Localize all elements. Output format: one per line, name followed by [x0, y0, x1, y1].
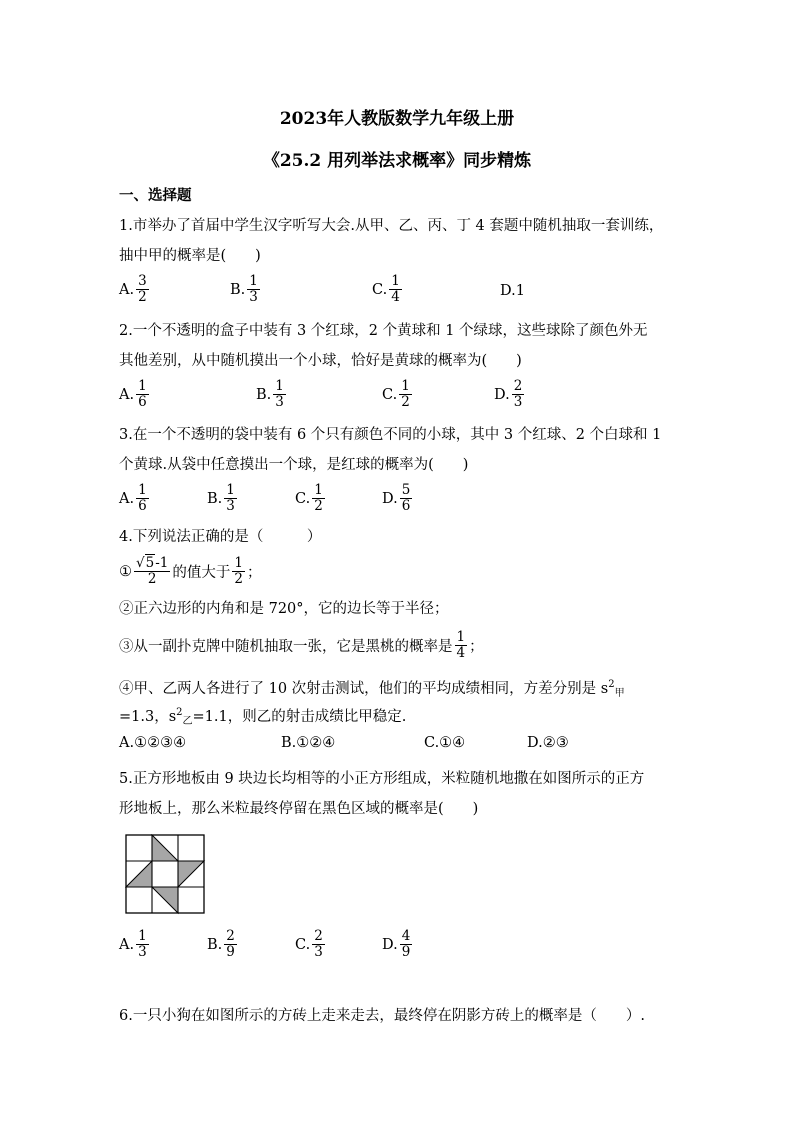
sqrt-fraction: $\frac{√5-1}{2}$ [136, 555, 169, 587]
q3-option-a [119, 483, 151, 514]
q5-option-c [295, 929, 327, 960]
fraction: $\frac{1}{3}$ [275, 378, 284, 410]
q1-line2: 抽中甲的概率是( ) [119, 248, 261, 264]
q4-line1: 4.下列说法正确的是（ ） [119, 529, 322, 545]
q4-option-a: A.①②③④ [119, 735, 187, 751]
q1-option-b [230, 274, 262, 305]
statement-marker: ① [119, 563, 132, 580]
q5-option-a [119, 929, 151, 960]
option-label: A. [119, 281, 135, 298]
q5-line1: 5.正方形地板由 9 块边长均相等的小正方形组成，米粒随机地撒在如图所示的正方 [119, 771, 645, 787]
q1-line1: 1.市举办了首届中学生汉字听写大会.从甲、乙、丙、丁 4 套题中随机抽取一套训练， [119, 218, 664, 234]
option-label: D. [382, 490, 398, 507]
fraction: $\frac{2}{9}$ [226, 928, 235, 960]
option-label: A. [119, 386, 135, 403]
option-label: B. [207, 490, 223, 507]
q3-line1: 3.在一个不透明的袋中装有 6 个只有颜色不同的小球，其中 3 个红球、2 个白球和 1 [119, 427, 662, 443]
q2-option-b [256, 379, 288, 410]
fraction: $\frac{1}{6}$ [138, 482, 147, 514]
fraction: $\frac{5}{6}$ [401, 482, 411, 514]
option-label: C. [382, 386, 398, 403]
q4-option-b: B.①②④ [281, 735, 336, 751]
q1-option-d [500, 283, 525, 299]
fraction: $\frac{1}{3}$ [226, 482, 235, 514]
q5-option-b [207, 929, 239, 960]
q4-statement-4a: ④甲、乙两人各进行了 10 次射击测试，他们的平均成绩相同，方差分别是 $s^2_甲$ [119, 679, 625, 699]
q3-option-b [207, 483, 239, 514]
q2-option-c [382, 379, 414, 410]
option-label: A. [119, 936, 135, 953]
option-label: C. [372, 281, 388, 298]
q3-line2: 个黄球.从袋中任意摸出一个球，是红球的概率为( ) [119, 457, 469, 473]
option-label: B. [230, 281, 246, 298]
q5-line2: 形地板上，那么米粒最终停留在黑色区域的概率是( ) [119, 801, 479, 817]
q2-option-a [119, 379, 151, 410]
q1-option-a [119, 274, 151, 305]
option-label: A. [119, 490, 135, 507]
q4-statement-2: ②正六边形的内角和是 720°，它的边长等于半径； [119, 601, 449, 617]
option-label: D. [382, 936, 398, 953]
title-sub: 《25.2 用列举法求概率》同步精炼 [262, 151, 532, 171]
fraction: $\frac{1}{6}$ [138, 378, 147, 410]
option-label: C. [295, 936, 311, 953]
q3-option-c [295, 483, 327, 514]
q2-option-d [494, 379, 526, 410]
q4-statement-3 [119, 630, 484, 661]
title-main: 2023年人教版数学九年级上册 [279, 109, 515, 129]
option-label: B. [256, 386, 272, 403]
q4-option-c: C.①④ [424, 735, 466, 751]
option-label: C. [295, 490, 311, 507]
fraction: $\frac{3}{2}$ [138, 273, 147, 305]
statement-text: 的值大于 [172, 565, 231, 581]
option-label: D.1 [500, 283, 525, 299]
q4-statement-1 [119, 556, 261, 587]
q2-line1: 2.一个不透明的盒子中装有 3 个红球，2 个黄球和 1 个绿球，这些球除了颜色外无 [119, 323, 648, 339]
fraction: $\frac{1}{3}$ [249, 273, 258, 305]
section-heading: 一、选择题 [119, 187, 192, 204]
q1-option-c [372, 274, 404, 305]
statement-text: ③从一副扑克牌中随机抽取一张，它是黑桃的概率是 [119, 639, 453, 655]
statement-end: ； [246, 565, 262, 581]
option-label: D. [494, 386, 510, 403]
fraction: $\frac{1}{2}$ [314, 482, 323, 514]
fraction: $\frac{2}{3}$ [314, 928, 323, 960]
square-floor-figure [125, 834, 207, 916]
q3-option-d [382, 483, 414, 514]
fraction: $\frac{1}{2}$ [234, 555, 243, 587]
q4-option-d: D.②③ [527, 735, 569, 751]
fraction: $\frac{4}{9}$ [401, 928, 411, 960]
q5-option-d [382, 929, 414, 960]
fraction: $\frac{1}{4}$ [456, 629, 466, 661]
q4-statement-4b: =1.3，$s^2_乙=1.1$，则乙的射击成绩比甲稳定. [119, 707, 407, 727]
q6-line1: 6.一只小狗在如图所示的方砖上走来走去，最终停在阴影方砖上的概率是（ ）. [119, 1008, 645, 1024]
q2-line2: 其他差别，从中随机摸出一个小球，恰好是黄球的概率为( ) [119, 353, 522, 369]
fraction: $\frac{1}{3}$ [138, 928, 147, 960]
fraction: $\frac{1}{4}$ [391, 273, 400, 305]
statement-end: ； [469, 639, 484, 655]
option-label: B. [207, 936, 223, 953]
fraction: $\frac{2}{3}$ [513, 378, 523, 410]
fraction: $\frac{1}{2}$ [401, 378, 410, 410]
